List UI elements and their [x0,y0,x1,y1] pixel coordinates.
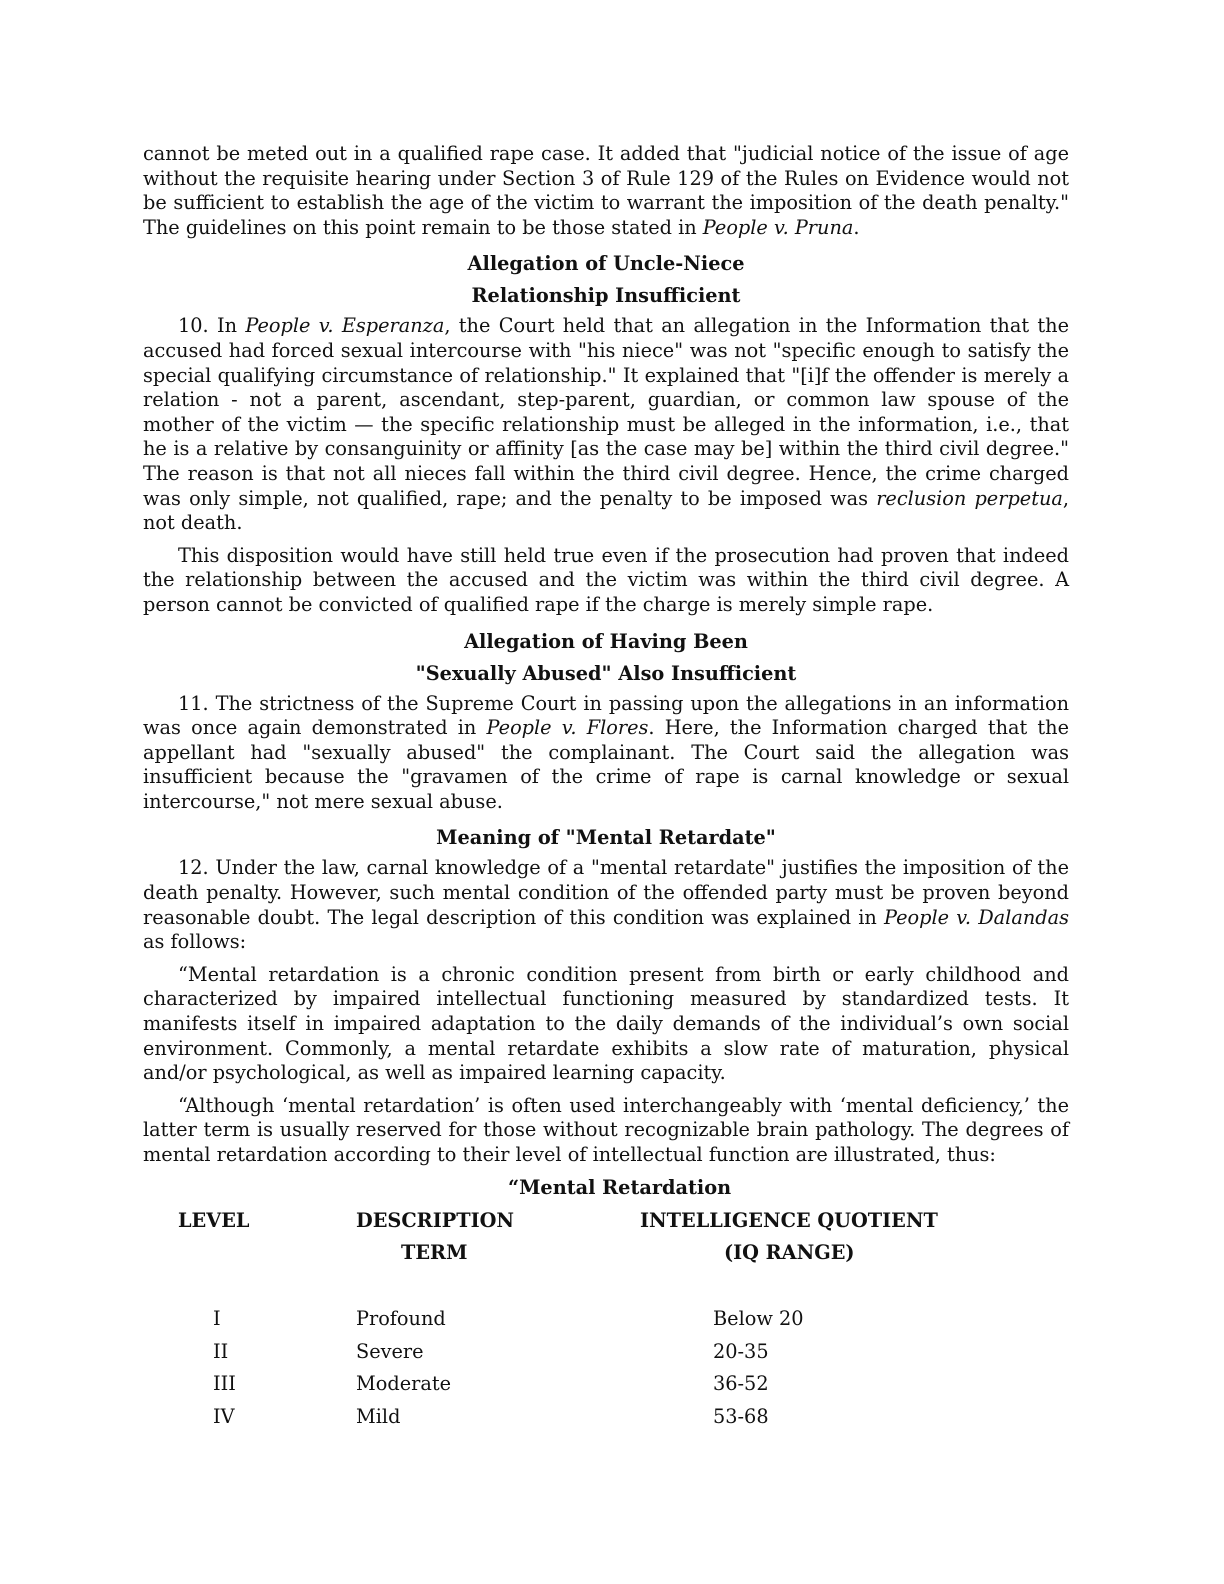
table-cell-term: Profound [356,1306,446,1330]
heading-line: "Sexually Abused" Also Insufficient [415,661,797,685]
heading-line: Relationship Insufficient [471,284,741,308]
document-page [143,142,1069,1426]
case-name: People v. Pruna [702,215,854,239]
column-header-level: LEVEL [178,1208,250,1232]
heading-line: Allegation of Having Been [464,629,748,653]
section-heading-uncle-niece [143,248,1069,312]
case-name: People v. Esperanza [245,314,445,338]
column-header-iq-range: (IQ RANGE) [724,1240,855,1264]
case-name: People v. Flores [486,716,649,740]
intro-paragraph: cannot be meted out in a qualified rape case. It added that "judicial notice of the issue of age without the requisite hearing under Section 3 of Rule 129 of the Rules on Evidence would not be sufficient to establish the age of the victim to warrant the imposition of the death penalty." The guidelines on this point remain to be those stated in People v. Pruna. [143,142,1069,239]
table-cell-range: 20-35 [713,1339,769,1363]
table-cell-level: II [213,1339,229,1363]
table-cell-range: 36-52 [713,1371,769,1395]
table-cell-level: IV [213,1404,235,1428]
heading-line: Allegation of Uncle-Niece [467,252,745,276]
retardation-table [143,1176,1069,1426]
paragraph-10-continued: This disposition would have still held true even if the prosecution had proven that indeed the relationship between the accused and the victim was within the third civil degree. A person cannot be convicted of qualified rape if the charge is merely simple rape. [143,543,1069,616]
column-header-term: TERM [401,1240,468,1264]
table-cell-term: Moderate [356,1371,451,1395]
column-header-description: DESCRIPTION [356,1208,515,1232]
section-heading-mental-retardate [143,822,1069,854]
table-cell-term: Mild [356,1404,401,1428]
paragraph-12: 12. Under the law, carnal knowledge of a "mental retardate" justifies the imposition of the death penalty. However, such mental condition of the offended party must be proven beyond reasonable doubt. The legal description of this condition was explained in People v. Dalandas as follows: [143,856,1069,954]
table-cell-range: 53-68 [713,1404,769,1428]
table-cell-term: Severe [356,1339,424,1363]
paragraph-11: 11. The strictness of the Supreme Court in passing upon the allegations in an information was once again demonstrated in People v. Flores. Here, the Information charged that the appellant had "sexually abused" the complainant. The Court said the allegation was insufficient because the "gravamen of the crime of rape is carnal knowledge or sexual intercourse," not mere sexual abuse. [143,691,1069,813]
column-header-iq: INTELLIGENCE QUOTIENT [640,1208,938,1232]
table-cell-level: I [213,1306,221,1330]
table-cell-level: III [213,1371,236,1395]
quote-paragraph-1: “Mental retardation is a chronic condition present from birth or early childhood and characterized by impaired intellectual functioning measured by standardized tests. It manifests itself in impaired adaptation to the daily demands of the individual’s own social environment. Commonly, a mental retardate exhibits a slow rate of maturation, physical and/or psychological, as well as impaired learning capacity. [143,962,1069,1085]
section-heading-sexually-abused [143,626,1069,690]
case-name: People v. Dalandas [884,905,1069,929]
paragraph-10: 10. In People v. Esperanza, the Court held that an allegation in the Information that the accused had forced sexual intercourse with "his niece" was not "specific enough to satisfy the special qualifying circumstance of relationship." It explained that "[i]f the offender is merely a relation - not a parent, ascendant, step-parent, guardian, or common law spouse of the mother of the victim — the specific relationship must be alleged in the information, i.e., that he is a relative by consanguinity or affinity [as the case may be] within the third civil degree." The reason is that not all nieces fall within the third civil degree. Hence, the crime charged was only simple, not qualified, rape; and the penalty to be imposed was reclusion perpetua, not death. [143,314,1069,535]
table-cell-range: Below 20 [713,1306,804,1330]
table-title: “Mental Retardation [508,1175,732,1199]
legal-term: reclusion perpetua [876,486,1063,510]
quote-paragraph-2: “Although ‘mental retardation’ is often used interchangeably with ‘mental deficiency,’ the latter term is usually reserved for those without recognizable brain pathology. The degrees of mental retardation according to their level of intellectual function are illustrated, thus: [143,1093,1069,1166]
heading-line: Meaning of "Mental Retardate" [436,826,776,850]
